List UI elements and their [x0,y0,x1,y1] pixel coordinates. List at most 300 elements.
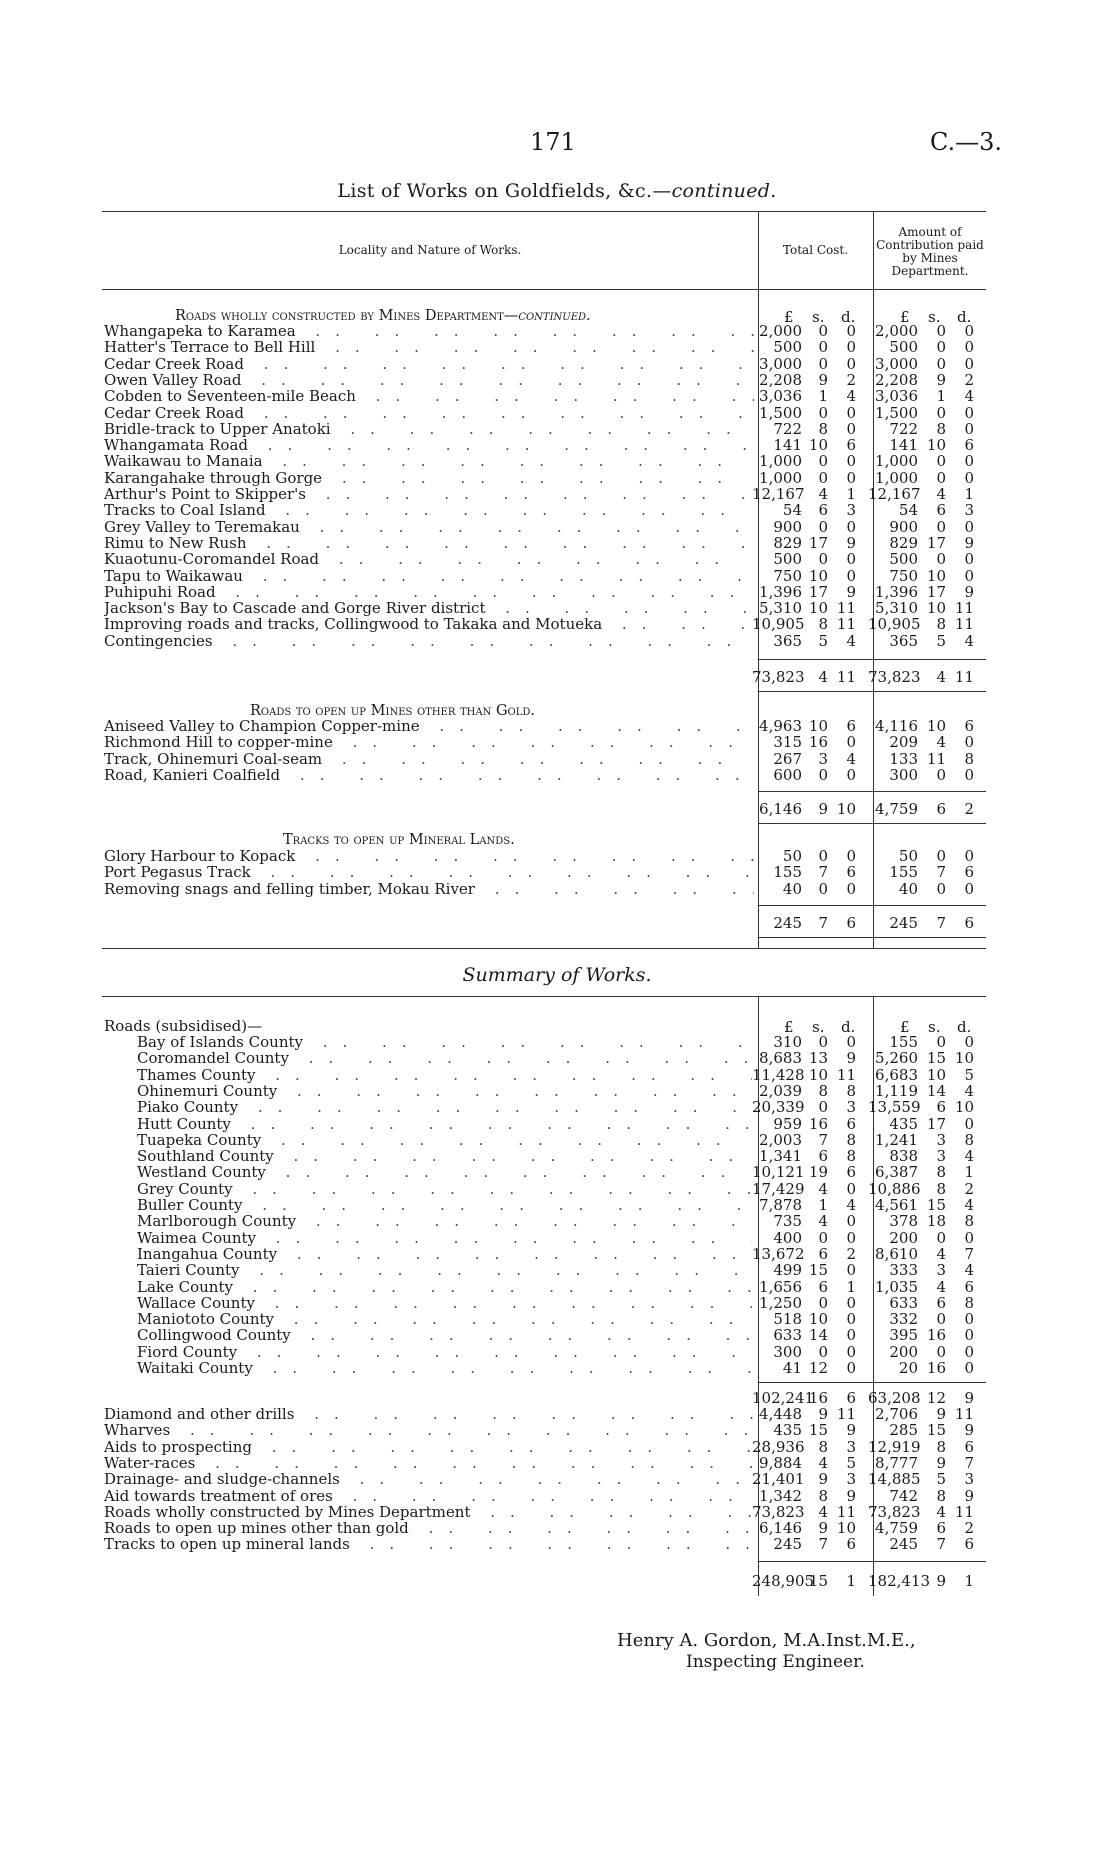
summary-row [0,1536,1114,1552]
row-label: Roads (subsidised)— [104,1018,263,1034]
contribution-pounds: 742 [889,1486,918,1505]
contribution-pounds: 13,559 [868,1098,921,1117]
total-pounds: 17,429 [752,1179,805,1198]
row-label: Hatter's Terrace to Bell Hill .. .. [104,339,754,355]
total-pounds: 54 [782,501,802,520]
currency-pence-total: d. [841,1018,856,1036]
contribution-shillings: 15 [926,1049,946,1068]
contribution-shillings: 8 [936,1163,946,1182]
contribution-pence: 9 [964,1486,974,1505]
contribution-pounds: 285 [889,1421,918,1440]
currency-pence-contribution: d. [957,308,972,326]
contribution-pounds: 435 [889,1114,918,1133]
total-pounds: 2,208 [759,370,802,389]
contribution-shillings: 18 [926,1212,946,1231]
section-subtotal-rule [758,905,986,906]
row-label: Bay of Islands County .. .. [137,1034,752,1050]
county-row [0,1099,1114,1115]
contribution-pence: 6 [964,863,974,882]
signature-name: Henry A. Gordon, M.A.Inst.M.E., [617,1630,916,1651]
county-row [0,1360,1114,1376]
contribution-pounds: 155 [889,1033,918,1051]
row-label: Tapu to Waikawau .. .. [104,568,754,584]
contribution-shillings: 4 [936,1277,946,1296]
total-pence: 0 [846,1261,856,1280]
row-label: Improving roads and tracks, Collingwood to Takaka and Motueka .. .. [104,616,754,632]
contribution-pence: 0 [964,566,974,585]
total-shillings: 1 [818,1196,828,1214]
total-shillings: 0 [818,765,828,784]
total-pounds: 40 [782,879,802,898]
total-pence: 4 [846,387,856,406]
county-row [0,1132,1114,1148]
total-pounds: 500 [773,550,802,569]
row-label: Aid towards treatment of ores .. .. [104,1488,754,1504]
total-pounds: 722 [773,419,802,438]
total-shillings: 4 [818,1453,828,1472]
total-pence: 9 [846,1049,856,1068]
contribution-pounds: 63,208 [868,1389,921,1407]
total-pence: 1 [846,1572,856,1590]
total-pounds: 102,241 [752,1389,815,1407]
row-label: Jackson's Bay to Cascade and Gorge River district .. .. [104,600,754,616]
contribution-shillings: 1 [936,387,946,406]
header-bottom-rule [102,289,986,290]
contribution-pence: 7 [964,1244,974,1263]
total-pence: 11 [836,1502,856,1521]
contribution-pence: 0 [964,1310,974,1329]
row-label: Maniototo County .. .. [137,1311,752,1327]
total-pounds: 4,448 [759,1405,802,1423]
section-title [283,832,515,848]
column-header-total: Total Cost. [782,243,849,257]
contribution-pence: 11 [954,668,974,686]
total-pounds: 900 [773,517,802,536]
total-shillings: 16 [808,1114,828,1133]
summary-row [0,1422,1114,1438]
contribution-pence: 1 [964,1163,974,1182]
table-row [0,388,1114,404]
contribution-shillings: 0 [936,517,946,536]
row-label: Whangapeka to Karamea .. .. [104,323,754,339]
table-row [0,568,1114,584]
contribution-shillings: 0 [936,452,946,471]
contribution-pounds: 54 [898,501,918,520]
table-row [0,356,1114,372]
total-shillings: 0 [818,1098,828,1117]
contribution-pounds: 3,036 [875,387,918,406]
total-pounds: 499 [773,1261,802,1280]
section-title [250,703,535,719]
contribution-shillings: 10 [926,566,946,585]
county-row [0,1344,1114,1360]
row-label: Contingencies .. .. [104,633,754,649]
table-top-rule [102,211,986,212]
total-pounds: 5,310 [759,599,802,618]
total-shillings: 0 [818,1342,828,1361]
contribution-pence: 0 [964,1228,974,1247]
summary-row [0,1471,1114,1487]
table-row [0,584,1114,600]
contribution-shillings: 11 [926,749,946,768]
total-shillings: 17 [808,582,828,601]
contribution-pence: 11 [954,1502,974,1521]
contribution-shillings: 17 [926,1114,946,1133]
total-pence: 2 [846,1244,856,1263]
contribution-pounds: 395 [889,1326,918,1345]
total-shillings: 10 [808,1310,828,1329]
contribution-pence: 6 [964,1437,974,1456]
row-label: Removing snags and felling timber, Mokau River .. .. [104,881,754,897]
contribution-shillings: 4 [936,1502,946,1521]
contribution-pence: 1 [964,1572,974,1590]
total-pounds: 1,342 [759,1486,802,1505]
row-label: Waitaki County .. .. [137,1360,752,1376]
contribution-pence: 6 [964,1277,974,1296]
contribution-shillings: 6 [936,501,946,520]
table-row [0,470,1114,486]
contribution-shillings: 0 [936,403,946,422]
contribution-shillings: 0 [936,354,946,373]
contribution-shillings: 8 [936,1486,946,1505]
contribution-pounds: 12,919 [868,1437,921,1456]
contribution-pence: 9 [964,533,974,552]
contribution-shillings: 10 [926,599,946,618]
contribution-shillings: 3 [936,1261,946,1280]
total-shillings: 6 [818,501,828,520]
contribution-pounds: 722 [889,419,918,438]
total-pence: 4 [846,749,856,768]
contribution-shillings: 7 [936,1535,946,1554]
contribution-pounds: 10,905 [868,615,921,634]
contribution-shillings: 16 [926,1359,946,1377]
contribution-pounds: 2,208 [875,370,918,389]
contribution-shillings: 6 [936,800,946,818]
contribution-pence: 6 [964,436,974,455]
contribution-pounds: 155 [889,863,918,882]
contribution-shillings: 8 [936,1437,946,1456]
contribution-pounds: 1,500 [875,403,918,422]
total-shillings: 12 [808,1359,828,1377]
contribution-pounds: 750 [889,566,918,585]
total-pence: 0 [846,452,856,471]
currency-pence-total: d. [841,308,856,326]
contribution-pence: 0 [964,338,974,357]
total-shillings: 15 [808,1421,828,1440]
section-total-bottom-rule [758,691,986,692]
total-pounds: 21,401 [752,1470,805,1489]
contribution-pence: 11 [954,599,974,618]
currency-pound-total: £ [784,308,794,326]
total-pence: 0 [846,468,856,487]
contribution-shillings: 5 [936,631,946,650]
total-pounds: 750 [773,566,802,585]
contribution-shillings: 10 [926,717,946,735]
total-pounds: 41 [782,1359,802,1377]
contribution-pence: 4 [964,1147,974,1166]
total-pence: 6 [846,717,856,735]
table-row [0,616,1114,632]
contribution-shillings: 4 [936,733,946,752]
contribution-pence: 4 [964,1081,974,1100]
contribution-pence: 0 [964,1114,974,1133]
total-pounds: 20,339 [752,1098,805,1117]
total-pence: 9 [846,582,856,601]
row-label: Puhipuhi Road .. .. [104,584,754,600]
total-pence: 1 [846,485,856,503]
table-row [0,405,1114,421]
total-shillings: 6 [818,1244,828,1263]
total-pence: 0 [846,517,856,536]
total-shillings: 17 [808,533,828,552]
row-label: Richmond Hill to copper-mine .. .. [104,734,754,750]
total-pence: 10 [836,800,856,818]
total-shillings: 0 [818,879,828,898]
table-row [0,535,1114,551]
total-pence: 0 [846,1212,856,1231]
section-total-row [0,669,1114,685]
contribution-pounds: 332 [889,1310,918,1329]
total-pounds: 50 [782,847,802,865]
contribution-pounds: 365 [889,631,918,650]
total-pounds: 315 [773,733,802,752]
total-pounds: 500 [773,338,802,357]
contribution-pence: 4 [964,631,974,650]
contribution-pounds: 133 [889,749,918,768]
total-shillings: 8 [818,1081,828,1100]
total-pounds: 3,000 [759,354,802,373]
contribution-pounds: 500 [889,338,918,357]
row-label: Track, Ohinemuri Coal-seam .. .. [104,751,754,767]
total-pence: 9 [846,1421,856,1440]
total-shillings: 4 [818,1502,828,1521]
total-pence: 0 [846,1310,856,1329]
total-pounds: 633 [773,1326,802,1345]
total-shillings: 8 [818,1437,828,1456]
total-shillings: 10 [808,436,828,455]
total-pounds: 6,146 [759,1519,802,1538]
currency-pound-total: £ [784,1018,794,1036]
contribution-pence: 3 [964,1470,974,1489]
section-title-suffix: —continued. [503,308,591,324]
contribution-shillings: 8 [936,1179,946,1198]
total-pence: 0 [846,354,856,373]
grand-total-row [0,1573,1114,1589]
contribution-pence: 0 [964,419,974,438]
total-shillings: 0 [818,354,828,373]
total-shillings: 4 [818,485,828,503]
contribution-pence: 8 [964,749,974,768]
total-pounds: 155 [773,863,802,882]
contribution-pounds: 10,886 [868,1179,921,1198]
total-pounds: 6,146 [759,800,802,818]
total-shillings: 8 [818,419,828,438]
county-row [0,1067,1114,1083]
total-shillings: 16 [808,733,828,752]
contribution-shillings: 16 [926,1326,946,1345]
roads-subtotal-rule [758,1382,986,1383]
contribution-pence: 0 [964,468,974,487]
contribution-pounds: 14,885 [868,1470,921,1489]
row-label: Hutt County .. .. [137,1116,752,1132]
contribution-pence: 8 [964,1130,974,1149]
total-pence: 0 [846,1326,856,1345]
table-row [0,372,1114,388]
total-pounds: 300 [773,1342,802,1361]
total-pounds: 1,341 [759,1147,802,1166]
total-shillings: 0 [818,468,828,487]
table-row [0,339,1114,355]
total-shillings: 7 [818,863,828,882]
total-pence: 3 [846,501,856,520]
total-shillings: 0 [818,847,828,865]
section-total-row [0,801,1114,817]
roads-subsidised-total-row [0,1390,1114,1406]
row-label: Roads wholly constructed by Mines Department .. .. [104,1504,754,1520]
contribution-shillings: 0 [936,1033,946,1051]
currency-shillings-contribution: s. [928,308,941,326]
total-shillings: 1 [818,387,828,406]
county-row [0,1116,1114,1132]
section-title-text: Roads wholly constructed by Mines Department [175,308,504,324]
row-label: Ohinemuri County .. .. [137,1083,752,1099]
table-bottom-rule [102,948,986,949]
total-pence: 0 [846,1359,856,1377]
county-row [0,1181,1114,1197]
row-label: Aids to prospecting .. .. [104,1439,754,1455]
total-pence: 6 [846,863,856,882]
total-shillings: 13 [808,1049,828,1068]
total-pence: 11 [836,668,856,686]
total-pence: 0 [846,1228,856,1247]
contribution-shillings: 9 [936,1572,946,1590]
contribution-pence: 0 [964,517,974,536]
total-pence: 3 [846,1098,856,1117]
total-shillings: 5 [818,631,828,650]
contribution-shillings: 0 [936,468,946,487]
contribution-pence: 0 [964,322,974,340]
contribution-shillings: 9 [936,1453,946,1472]
row-label: Diamond and other drills .. .. [104,1406,754,1422]
total-pounds: 10,121 [752,1163,805,1182]
total-pounds: 1,000 [759,468,802,487]
total-shillings: 0 [818,403,828,422]
total-pounds: 2,039 [759,1081,802,1100]
row-label: Taieri County .. .. [137,1262,752,1278]
contribution-pounds: 141 [889,436,918,455]
currency-pence-contribution: d. [957,1018,972,1036]
contribution-pence: 0 [964,403,974,422]
contribution-pence: 0 [964,1342,974,1361]
total-pence: 6 [846,1114,856,1133]
total-shillings: 0 [818,1293,828,1312]
total-shillings: 4 [818,1212,828,1231]
contribution-pounds: 378 [889,1212,918,1231]
contribution-pence: 11 [954,615,974,634]
total-shillings: 7 [818,1535,828,1554]
total-pence: 6 [846,1389,856,1407]
county-row [0,1213,1114,1229]
contribution-pence: 0 [964,847,974,865]
column-header-locality: Locality and Nature of Works. [338,243,522,257]
table-row [0,864,1114,880]
contribution-pounds: 1,000 [875,468,918,487]
contribution-pence: 1 [964,485,974,503]
grand-total-rule [758,1561,986,1562]
contribution-pounds: 5,260 [875,1049,918,1068]
row-label: Westland County .. .. [137,1164,752,1180]
total-shillings: 9 [818,800,828,818]
contribution-pence: 2 [964,1519,974,1538]
total-pence: 8 [846,1130,856,1149]
total-shillings: 10 [808,599,828,618]
contribution-pence: 4 [964,1261,974,1280]
summary-row [0,1406,1114,1422]
contribution-pence: 9 [964,1389,974,1407]
section-total-bottom-rule [758,937,986,938]
contribution-pence: 0 [964,1033,974,1051]
contribution-shillings: 0 [936,1228,946,1247]
contribution-pence: 0 [964,879,974,898]
summary-row [0,1455,1114,1471]
contribution-pence: 10 [954,1049,974,1068]
contribution-shillings: 0 [936,550,946,569]
contribution-shillings: 0 [936,1310,946,1329]
total-pounds: 4,963 [759,717,802,735]
total-pounds: 12,167 [752,485,805,503]
contribution-pence: 2 [964,1179,974,1198]
total-pence: 0 [846,1033,856,1051]
county-row [0,1295,1114,1311]
row-label: Tracks to Coal Island .. .. [104,502,754,518]
contribution-pounds: 1,000 [875,452,918,471]
contribution-pounds: 300 [889,765,918,784]
total-pence: 6 [846,1535,856,1554]
total-pounds: 8,683 [759,1049,802,1068]
total-pounds: 9,884 [759,1453,802,1472]
total-pounds: 600 [773,765,802,784]
contribution-pence: 4 [964,387,974,406]
table-row [0,421,1114,437]
contribution-pence: 9 [964,1421,974,1440]
contribution-pence: 3 [964,501,974,520]
contribution-pence: 6 [964,1535,974,1554]
table-row [0,502,1114,518]
row-label: Grey Valley to Teremakau .. .. [104,519,754,535]
page-number: 171 [530,128,576,156]
contribution-pence: 0 [964,765,974,784]
contribution-shillings: 6 [936,1098,946,1117]
contribution-pounds: 6,387 [875,1163,918,1182]
county-row [0,1148,1114,1164]
contribution-shillings: 3 [936,1147,946,1166]
contribution-pounds: 829 [889,533,918,552]
county-row [0,1262,1114,1278]
contribution-pounds: 1,035 [875,1277,918,1296]
contribution-shillings: 14 [926,1081,946,1100]
total-pounds: 10,905 [752,615,805,634]
total-shillings: 0 [818,1033,828,1051]
row-label: Lake County .. .. [137,1279,752,1295]
page-title [0,180,1114,202]
row-label: Cedar Creek Road .. .. [104,405,754,421]
contribution-shillings: 0 [936,847,946,865]
table-row [0,437,1114,453]
contribution-pounds: 333 [889,1261,918,1280]
contribution-shillings: 15 [926,1421,946,1440]
total-pounds: 435 [773,1421,802,1440]
contribution-pence: 7 [964,1453,974,1472]
